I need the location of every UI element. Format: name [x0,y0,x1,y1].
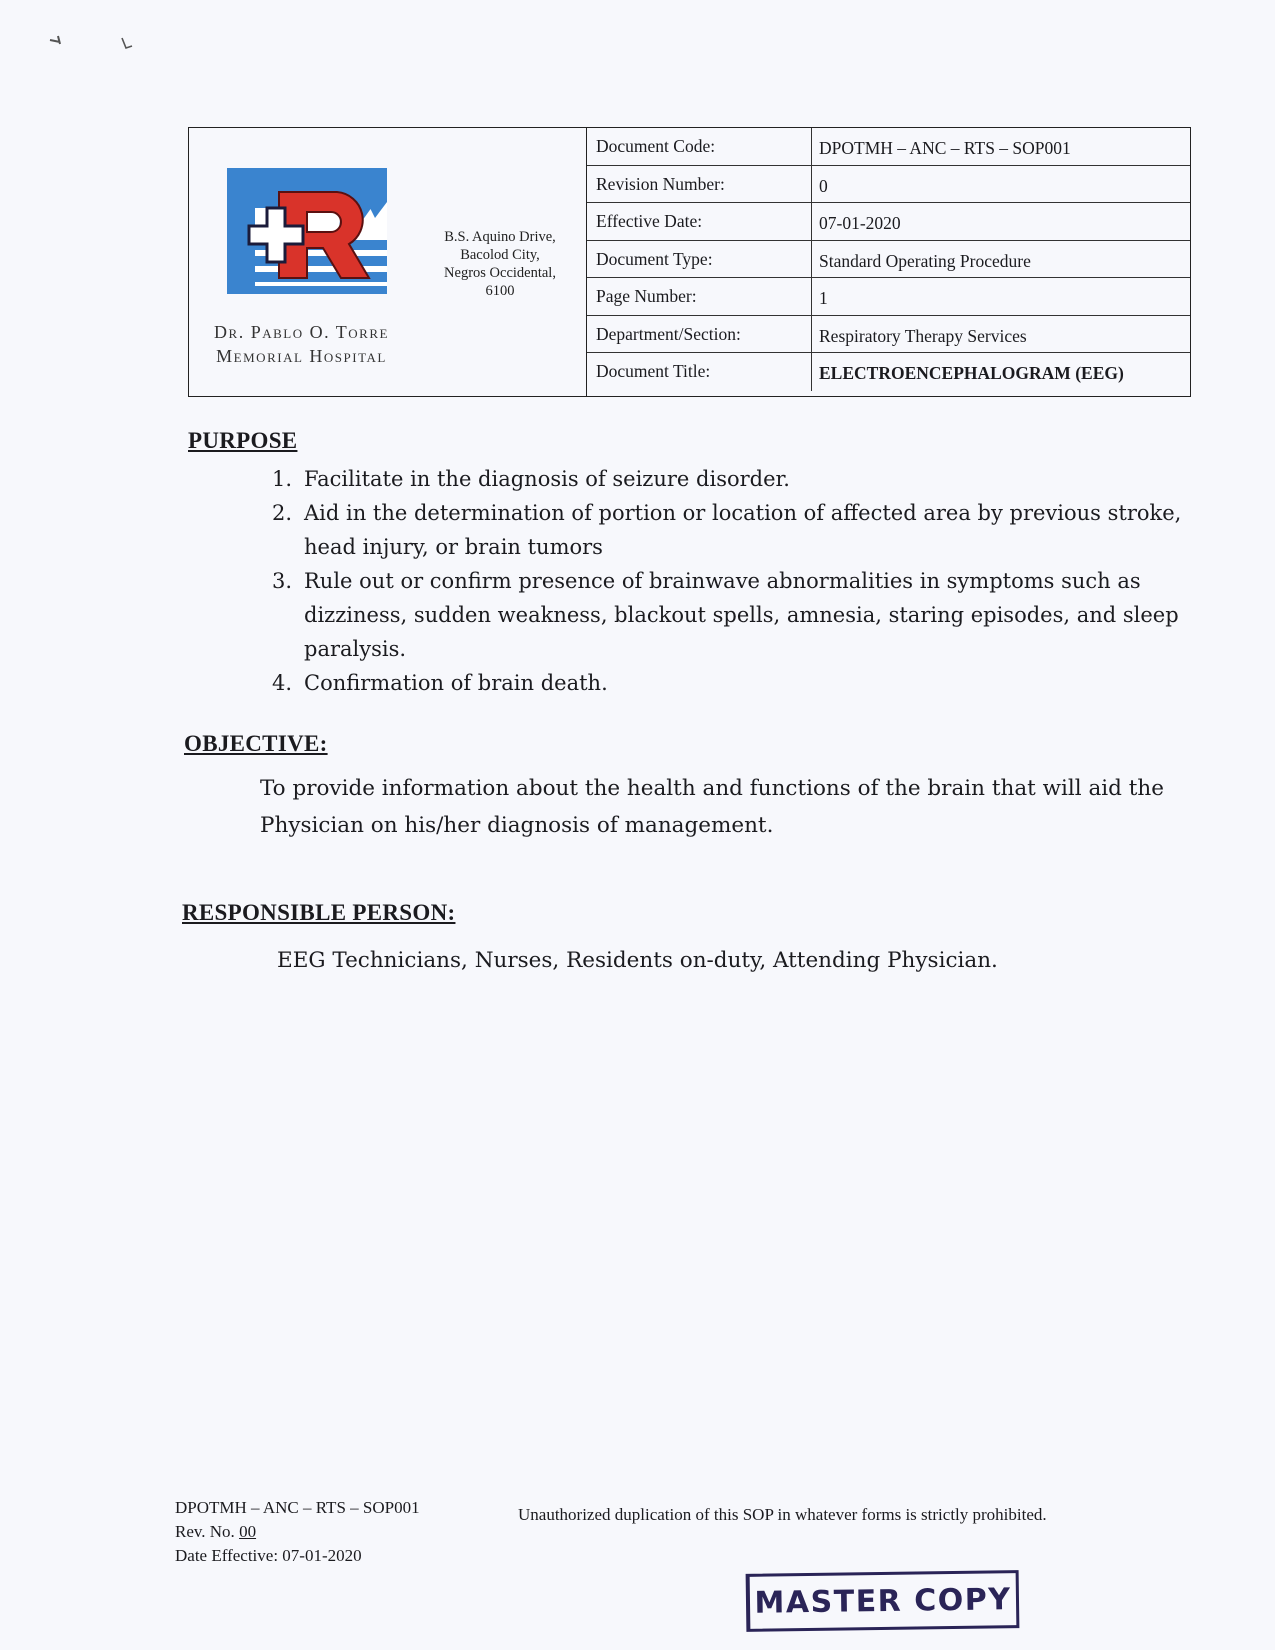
purpose-item-text: Aid in the determination of portion or location of affected area by previous stroke, head injury, or brain tumors [304,501,1182,559]
purpose-heading: PURPOSE [188,428,298,453]
master-copy-stamp: MASTER COPY [746,1570,1020,1632]
meta-label: Document Type: [587,241,812,278]
meta-label: Document Code: [587,128,812,165]
responsible-person-text: EEG Technicians, Nurses, Residents on-duty, Attending Physician. [277,948,998,973]
hospital-address [414,128,586,396]
purpose-item [272,666,1192,700]
objective-heading: OBJECTIVE: [184,731,328,756]
footer-date-value: 07-01-2020 [282,1546,362,1565]
footer-revision [175,1520,420,1544]
hospital-name [189,320,414,368]
address-line: B.S. Aquino Drive, [444,229,556,245]
document-meta-table [586,128,1190,396]
meta-row-document-title [587,353,1190,391]
purpose-item-number: 3. [272,569,293,593]
meta-row-page-number [587,278,1190,316]
meta-value: 07-01-2020 [819,213,901,233]
hospital-name-line1: Dr. Pablo O. Torre [214,322,389,342]
footer-duplication-notice: Unauthorized duplication of this SOP in whatever forms is strictly prohibited. [518,1505,1047,1524]
meta-row-effective-date [587,203,1190,241]
purpose-item [272,564,1192,666]
purpose-list [272,462,1192,700]
meta-row-document-type [587,241,1190,279]
footer-code: DPOTMH – ANC – RTS – SOP001 [175,1498,420,1517]
meta-label: Effective Date: [587,203,812,240]
document-header [188,127,1191,397]
meta-value: 1 [819,288,828,308]
meta-value: Standard Operating Procedure [819,250,1031,271]
purpose-item-number: 4. [272,671,293,695]
meta-label: Document Title: [587,353,812,391]
hospital-logo-icon [227,168,387,294]
address-line: Negros Occidental, [444,265,556,281]
objective-text: To provide information about the health and functions of the brain that will aid the Physician on his/her diagnosis of management. [260,776,1164,838]
meta-label: Department/Section: [587,316,812,353]
meta-row-document-code [587,128,1190,166]
footer-rev-value: 00 [239,1522,257,1541]
address-line: Bacolod City, [460,247,540,263]
purpose-item-text: Confirmation of brain death. [304,671,608,695]
footer-document-info [175,1496,420,1568]
purpose-item-text: Rule out or confirm presence of brainwave abnormalities in symptoms such as dizziness, sudden weakness, blackout spells, amnesia, staring episodes, and sleep paralysis. [304,569,1179,661]
meta-row-department [587,316,1190,354]
purpose-item-text: Facilitate in the diagnosis of seizure disorder. [304,467,790,491]
responsible-person-heading: RESPONSIBLE PERSON: [182,900,456,925]
hospital-name-line2: Memorial Hospital [216,346,387,366]
purpose-item [272,462,1192,496]
footer-date-label: Date Effective: [175,1546,283,1565]
purpose-item-number: 2. [272,501,293,525]
hospital-logo-cell [189,128,414,396]
meta-value: Respiratory Therapy Services [819,325,1027,346]
document-title: ELECTROENCEPHALOGRAM (EEG) [819,363,1124,383]
purpose-item-number: 1. [272,467,293,491]
meta-value: 0 [819,175,828,196]
scan-speck-marks [44,30,154,70]
footer-rev-label: Rev. No. [175,1522,240,1541]
footer-date [175,1544,420,1568]
meta-label: Revision Number: [587,166,812,203]
purpose-item [272,496,1192,564]
meta-label: Page Number: [587,278,812,315]
meta-row-revision-number [587,166,1190,204]
meta-value: DPOTMH – ANC – RTS – SOP001 [819,138,1071,158]
address-line: 6100 [485,283,515,299]
